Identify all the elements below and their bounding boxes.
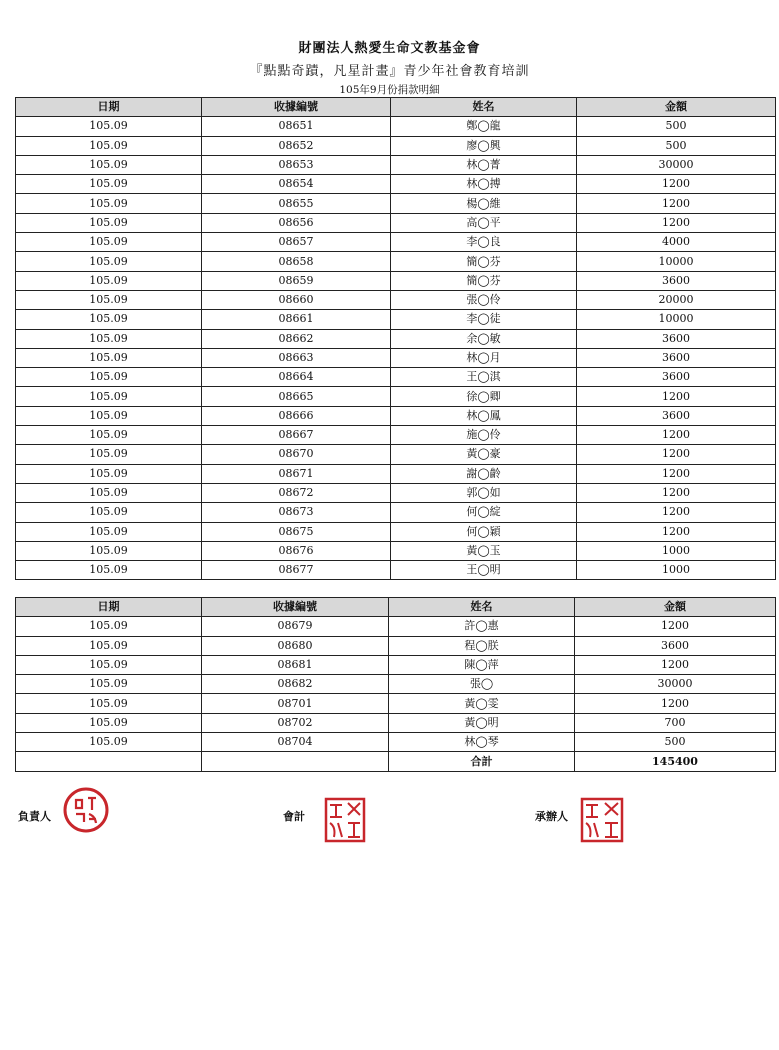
table-row [16, 713, 776, 732]
column-header-name: 姓名 [391, 98, 577, 117]
name-cell: 黃◯明 [389, 713, 575, 732]
table-row [16, 483, 776, 502]
amount-cell: 4000 [577, 233, 776, 252]
date-cell: 105.09 [16, 290, 202, 309]
name-cell: 鄭◯龍 [391, 117, 577, 136]
date-cell: 105.09 [16, 561, 202, 580]
name-cell: 謝◯齡 [391, 464, 577, 483]
amount-cell: 30000 [575, 675, 776, 694]
name-cell: 楊◯維 [391, 194, 577, 213]
date-cell: 105.09 [16, 464, 202, 483]
amount-cell: 20000 [577, 290, 776, 309]
table-row [16, 522, 776, 541]
date-cell: 105.09 [16, 733, 202, 752]
column-header-name: 姓名 [389, 598, 575, 617]
date-cell: 105.09 [16, 194, 202, 213]
name-cell: 何◯綻 [391, 503, 577, 522]
report-subtitle: 105年9月份捐款明細 [339, 84, 440, 96]
receipt-cell: 08673 [202, 503, 391, 522]
receipt-cell: 08655 [202, 194, 391, 213]
name-cell: 李◯良 [391, 233, 577, 252]
receipt-cell: 08663 [202, 348, 391, 367]
amount-cell: 1200 [577, 426, 776, 445]
amount-cell: 1200 [577, 175, 776, 194]
total-label: 合計 [389, 752, 575, 771]
date-cell: 105.09 [16, 233, 202, 252]
table-row [16, 175, 776, 194]
receipt-cell: 08658 [202, 252, 391, 271]
receipt-cell: 08665 [202, 387, 391, 406]
name-cell: 何◯穎 [391, 522, 577, 541]
amount-cell: 10000 [577, 252, 776, 271]
receipt-cell: 08656 [202, 213, 391, 232]
table-row [16, 213, 776, 232]
name-cell: 黃◯豪 [391, 445, 577, 464]
date-cell: 105.09 [16, 675, 202, 694]
receipt-cell: 08671 [202, 464, 391, 483]
amount-cell: 3600 [577, 406, 776, 425]
date-cell: 105.09 [16, 636, 202, 655]
date-cell: 105.09 [16, 387, 202, 406]
receipt-cell: 08664 [202, 368, 391, 387]
receipt-cell: 08670 [202, 445, 391, 464]
table-row [16, 329, 776, 348]
receipt-cell: 08653 [202, 155, 391, 174]
total-empty-cell [202, 752, 389, 771]
name-cell: 簡◯芬 [391, 252, 577, 271]
date-cell: 105.09 [16, 329, 202, 348]
receipt-cell: 08679 [202, 617, 389, 636]
date-cell: 105.09 [16, 617, 202, 636]
amount-cell: 1200 [575, 655, 776, 674]
handler-label: 承辦人 [535, 810, 568, 823]
name-cell: 程◯朕 [389, 636, 575, 655]
table-row [16, 426, 776, 445]
table-row [16, 617, 776, 636]
table-header-row [16, 598, 776, 617]
date-cell: 105.09 [16, 406, 202, 425]
total-row [16, 752, 776, 771]
table-row [16, 464, 776, 483]
name-cell: 廖◯興 [391, 136, 577, 155]
amount-cell: 1000 [577, 541, 776, 560]
amount-cell: 1200 [577, 213, 776, 232]
handler-seal-icon [580, 797, 624, 843]
date-cell: 105.09 [16, 136, 202, 155]
receipt-cell: 08701 [202, 694, 389, 713]
table-row [16, 271, 776, 290]
name-cell: 徐◯卿 [391, 387, 577, 406]
amount-cell: 500 [577, 117, 776, 136]
accountant-label: 會計 [283, 810, 305, 823]
receipt-cell: 08682 [202, 675, 389, 694]
responsible-seal-icon [62, 786, 110, 834]
receipt-cell: 08659 [202, 271, 391, 290]
receipt-cell: 08661 [202, 310, 391, 329]
table-row [16, 694, 776, 713]
column-header-receipt: 收據編號 [202, 98, 391, 117]
receipt-cell: 08702 [202, 713, 389, 732]
table-row [16, 561, 776, 580]
table-row [16, 233, 776, 252]
date-cell: 105.09 [16, 155, 202, 174]
amount-cell: 500 [575, 733, 776, 752]
date-cell: 105.09 [16, 541, 202, 560]
amount-cell: 1200 [577, 522, 776, 541]
table-header-row [16, 98, 776, 117]
donation-table-2 [15, 597, 776, 772]
name-cell: 李◯徒 [391, 310, 577, 329]
receipt-cell: 08675 [202, 522, 391, 541]
receipt-cell: 08704 [202, 733, 389, 752]
name-cell: 王◯淇 [391, 368, 577, 387]
date-cell: 105.09 [16, 213, 202, 232]
name-cell: 陳◯萍 [389, 655, 575, 674]
date-cell: 105.09 [16, 483, 202, 502]
responsible-label: 負責人 [18, 810, 51, 823]
org-title: 財團法人熱愛生命文教基金會 [298, 41, 481, 56]
amount-cell: 3600 [575, 636, 776, 655]
receipt-cell: 08666 [202, 406, 391, 425]
amount-cell: 1200 [577, 194, 776, 213]
receipt-cell: 08660 [202, 290, 391, 309]
table-row [16, 310, 776, 329]
name-cell: 林◯月 [391, 348, 577, 367]
amount-cell: 1200 [577, 445, 776, 464]
amount-cell: 10000 [577, 310, 776, 329]
column-header-amount: 金額 [575, 598, 776, 617]
amount-cell: 700 [575, 713, 776, 732]
name-cell: 王◯明 [391, 561, 577, 580]
amount-cell: 500 [577, 136, 776, 155]
table-row [16, 387, 776, 406]
table-row [16, 655, 776, 674]
date-cell: 105.09 [16, 368, 202, 387]
amount-cell: 1200 [577, 464, 776, 483]
name-cell: 施◯伶 [391, 426, 577, 445]
date-cell: 105.09 [16, 503, 202, 522]
date-cell: 105.09 [16, 252, 202, 271]
receipt-cell: 08676 [202, 541, 391, 560]
amount-cell: 3600 [577, 368, 776, 387]
name-cell: 高◯平 [391, 213, 577, 232]
amount-cell: 1200 [577, 503, 776, 522]
column-header-receipt: 收據編號 [202, 598, 389, 617]
table-row [16, 503, 776, 522]
name-cell: 林◯琴 [389, 733, 575, 752]
receipt-cell: 08672 [202, 483, 391, 502]
date-cell: 105.09 [16, 117, 202, 136]
table-row [16, 406, 776, 425]
name-cell: 黃◯雯 [389, 694, 575, 713]
date-cell: 105.09 [16, 310, 202, 329]
table-row [16, 136, 776, 155]
total-amount: 145400 [575, 752, 776, 771]
receipt-cell: 08677 [202, 561, 391, 580]
receipt-cell: 08654 [202, 175, 391, 194]
donation-table-1 [15, 97, 776, 580]
table-row [16, 445, 776, 464]
amount-cell: 1200 [577, 483, 776, 502]
amount-cell: 1000 [577, 561, 776, 580]
amount-cell: 3600 [577, 271, 776, 290]
column-header-amount: 金額 [577, 98, 776, 117]
column-header-date: 日期 [16, 598, 202, 617]
receipt-cell: 08680 [202, 636, 389, 655]
name-cell: 林◯菁 [391, 155, 577, 174]
date-cell: 105.09 [16, 694, 202, 713]
table-row [16, 675, 776, 694]
receipt-cell: 08662 [202, 329, 391, 348]
total-empty-cell [16, 752, 202, 771]
accountant-seal-icon [324, 797, 366, 843]
table-row [16, 348, 776, 367]
amount-cell: 1200 [577, 387, 776, 406]
date-cell: 105.09 [16, 445, 202, 464]
name-cell: 林◯搏 [391, 175, 577, 194]
table-row [16, 252, 776, 271]
receipt-cell: 08651 [202, 117, 391, 136]
date-cell: 105.09 [16, 348, 202, 367]
amount-cell: 3600 [577, 348, 776, 367]
column-header-date: 日期 [16, 98, 202, 117]
receipt-cell: 08652 [202, 136, 391, 155]
table-row [16, 636, 776, 655]
table-row [16, 290, 776, 309]
date-cell: 105.09 [16, 426, 202, 445]
date-cell: 105.09 [16, 522, 202, 541]
table-row [16, 368, 776, 387]
name-cell: 余◯敏 [391, 329, 577, 348]
table-row [16, 155, 776, 174]
program-title: 『點點奇蹟，凡星計畫』青少年社會教育培訓 [249, 64, 530, 79]
receipt-cell: 08657 [202, 233, 391, 252]
name-cell: 郭◯如 [391, 483, 577, 502]
name-cell: 林◯鳳 [391, 406, 577, 425]
table-row [16, 117, 776, 136]
amount-cell: 3600 [577, 329, 776, 348]
name-cell: 張◯ [389, 675, 575, 694]
receipt-cell: 08681 [202, 655, 389, 674]
name-cell: 張◯伶 [391, 290, 577, 309]
table-row [16, 194, 776, 213]
name-cell: 簡◯芬 [391, 271, 577, 290]
table-row [16, 541, 776, 560]
date-cell: 105.09 [16, 713, 202, 732]
amount-cell: 1200 [575, 694, 776, 713]
name-cell: 黃◯玉 [391, 541, 577, 560]
date-cell: 105.09 [16, 655, 202, 674]
receipt-cell: 08667 [202, 426, 391, 445]
date-cell: 105.09 [16, 271, 202, 290]
amount-cell: 1200 [575, 617, 776, 636]
amount-cell: 30000 [577, 155, 776, 174]
date-cell: 105.09 [16, 175, 202, 194]
table-row [16, 733, 776, 752]
name-cell: 許◯惠 [389, 617, 575, 636]
